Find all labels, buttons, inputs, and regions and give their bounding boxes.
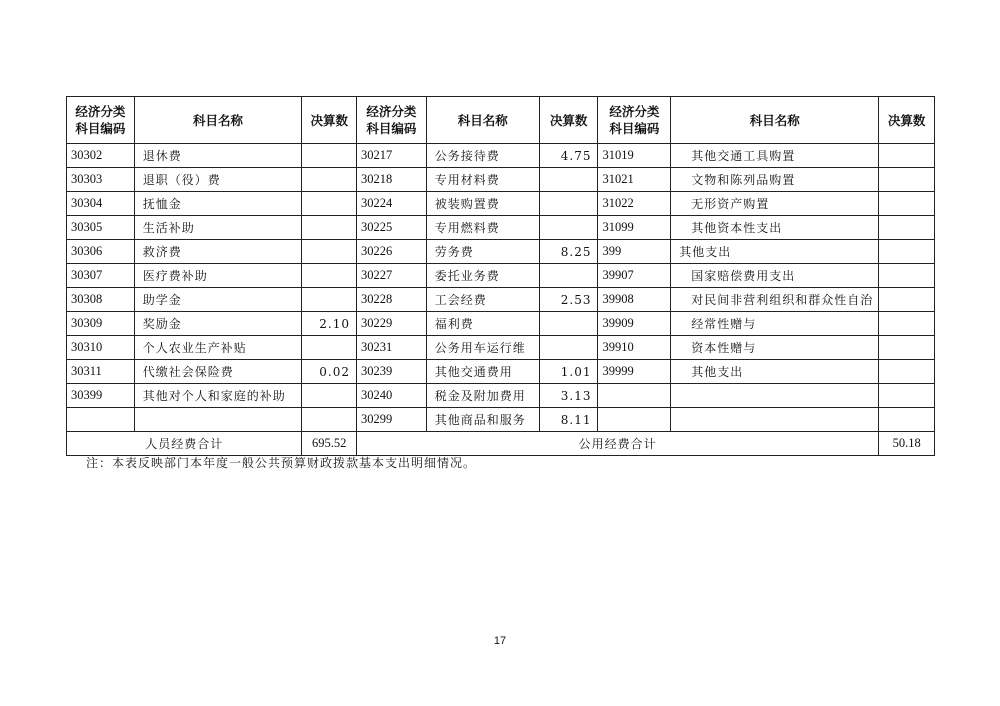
cell-amount	[879, 144, 935, 168]
cell-code: 30299	[356, 408, 426, 432]
cell-amount	[879, 360, 935, 384]
cell-name: 医疗费补助	[134, 264, 302, 288]
cell-amount	[302, 240, 357, 264]
personnel-total-value: 695.52	[302, 432, 357, 456]
cell-name: 文物和陈列品购置	[671, 168, 879, 192]
cell-code: 30399	[67, 384, 135, 408]
cell-name: 其他支出	[671, 240, 879, 264]
cell-code: 30218	[356, 168, 426, 192]
cell-amount	[539, 168, 598, 192]
cell-name: 奖励金	[134, 312, 302, 336]
cell-amount	[879, 408, 935, 432]
cell-code: 30227	[356, 264, 426, 288]
cell-amount	[302, 216, 357, 240]
cell-amount	[302, 336, 357, 360]
cell-code: 39907	[598, 264, 671, 288]
table-row	[67, 312, 935, 336]
cell-code: 39909	[598, 312, 671, 336]
cell-amount: 3.13	[539, 384, 598, 408]
cell-amount	[302, 408, 357, 432]
cell-amount	[302, 168, 357, 192]
cell-code: 30310	[67, 336, 135, 360]
cell-name: 其他对个人和家庭的补助	[134, 384, 302, 408]
cell-code: 39910	[598, 336, 671, 360]
cell-amount: 2.10	[302, 312, 357, 336]
header-amount-1: 决算数	[302, 97, 357, 144]
cell-amount: 1.01	[539, 360, 598, 384]
cell-code: 31022	[598, 192, 671, 216]
table-body	[67, 144, 935, 432]
cell-name: 国家赔偿费用支出	[671, 264, 879, 288]
cell-name: 委托业务费	[426, 264, 539, 288]
totals-row	[67, 432, 935, 456]
table-row	[67, 192, 935, 216]
cell-code	[598, 384, 671, 408]
cell-code	[67, 408, 135, 432]
header-code-2: 经济分类 科目编码	[356, 97, 426, 144]
cell-code: 399	[598, 240, 671, 264]
cell-name	[671, 408, 879, 432]
cell-amount	[879, 288, 935, 312]
cell-name	[671, 384, 879, 408]
cell-name	[134, 408, 302, 432]
cell-code: 30305	[67, 216, 135, 240]
header-code-1: 经济分类 科目编码	[67, 97, 135, 144]
personnel-total-label: 人员经费合计	[67, 432, 302, 456]
table-row	[67, 240, 935, 264]
table-row	[67, 168, 935, 192]
cell-amount	[302, 288, 357, 312]
table-totals	[67, 432, 935, 456]
cell-amount	[539, 336, 598, 360]
cell-code: 31099	[598, 216, 671, 240]
cell-name: 税金及附加费用	[426, 384, 539, 408]
table-row	[67, 216, 935, 240]
cell-name: 其他交通费用	[426, 360, 539, 384]
expenditure-detail-table	[66, 96, 935, 456]
cell-amount: 2.53	[539, 288, 598, 312]
table-header	[67, 97, 935, 144]
cell-amount	[302, 264, 357, 288]
header-name-1: 科目名称	[134, 97, 302, 144]
cell-code: 30308	[67, 288, 135, 312]
cell-code: 30306	[67, 240, 135, 264]
cell-name: 工会经费	[426, 288, 539, 312]
cell-amount	[879, 264, 935, 288]
cell-amount	[879, 384, 935, 408]
cell-name: 公务接待费	[426, 144, 539, 168]
page-number: 17	[493, 635, 507, 647]
cell-name: 其他支出	[671, 360, 879, 384]
cell-name: 被装购置费	[426, 192, 539, 216]
cell-amount: 0.02	[302, 360, 357, 384]
cell-name: 助学金	[134, 288, 302, 312]
cell-name: 对民间非营利组织和群众性自治	[671, 288, 879, 312]
cell-name: 福利费	[426, 312, 539, 336]
table-row	[67, 384, 935, 408]
cell-code: 30307	[67, 264, 135, 288]
cell-name: 个人农业生产补贴	[134, 336, 302, 360]
cell-name: 退休费	[134, 144, 302, 168]
cell-name: 退职（役）费	[134, 168, 302, 192]
cell-code: 31021	[598, 168, 671, 192]
cell-code: 30229	[356, 312, 426, 336]
cell-name: 专用燃料费	[426, 216, 539, 240]
cell-code: 30239	[356, 360, 426, 384]
cell-name: 抚恤金	[134, 192, 302, 216]
cell-code: 30226	[356, 240, 426, 264]
header-amount-3: 决算数	[879, 97, 935, 144]
cell-amount	[879, 192, 935, 216]
cell-name: 其他商品和服务	[426, 408, 539, 432]
cell-code: 30240	[356, 384, 426, 408]
cell-code: 39908	[598, 288, 671, 312]
cell-code: 30217	[356, 144, 426, 168]
cell-code: 30225	[356, 216, 426, 240]
cell-code: 30303	[67, 168, 135, 192]
cell-code: 30224	[356, 192, 426, 216]
cell-amount: 8.11	[539, 408, 598, 432]
cell-amount	[539, 264, 598, 288]
cell-amount	[302, 384, 357, 408]
header-code-3: 经济分类 科目编码	[598, 97, 671, 144]
cell-name: 公务用车运行维	[426, 336, 539, 360]
header-name-2: 科目名称	[426, 97, 539, 144]
cell-name: 其他交通工具购置	[671, 144, 879, 168]
table-row	[67, 336, 935, 360]
cell-amount	[879, 240, 935, 264]
cell-amount	[879, 312, 935, 336]
cell-code: 30228	[356, 288, 426, 312]
cell-name: 救济费	[134, 240, 302, 264]
cell-code: 30302	[67, 144, 135, 168]
table-row	[67, 144, 935, 168]
cell-name: 生活补助	[134, 216, 302, 240]
cell-name: 无形资产购置	[671, 192, 879, 216]
cell-code: 30231	[356, 336, 426, 360]
cell-name: 资本性赠与	[671, 336, 879, 360]
cell-code: 30311	[67, 360, 135, 384]
cell-amount	[539, 192, 598, 216]
cell-name: 劳务费	[426, 240, 539, 264]
cell-name: 代缴社会保险费	[134, 360, 302, 384]
table-footnote: 注：本表反映部门本年度一般公共预算财政拨款基本支出明细情况。	[86, 456, 477, 470]
public-total-value: 50.18	[879, 432, 935, 456]
cell-amount	[879, 168, 935, 192]
header-amount-2: 决算数	[539, 97, 598, 144]
cell-amount	[302, 144, 357, 168]
cell-code: 31019	[598, 144, 671, 168]
cell-code: 30309	[67, 312, 135, 336]
cell-amount: 8.25	[539, 240, 598, 264]
cell-code: 39999	[598, 360, 671, 384]
public-total-label: 公用经费合计	[356, 432, 878, 456]
cell-amount	[539, 312, 598, 336]
cell-amount: 4.75	[539, 144, 598, 168]
cell-name: 专用材料费	[426, 168, 539, 192]
cell-amount	[539, 216, 598, 240]
cell-code: 30304	[67, 192, 135, 216]
cell-name: 经常性赠与	[671, 312, 879, 336]
cell-code	[598, 408, 671, 432]
table-row	[67, 288, 935, 312]
table-row	[67, 408, 935, 432]
header-name-3: 科目名称	[671, 97, 879, 144]
table-row	[67, 360, 935, 384]
cell-amount	[302, 192, 357, 216]
table-row	[67, 264, 935, 288]
cell-name: 其他资本性支出	[671, 216, 879, 240]
cell-amount	[879, 336, 935, 360]
cell-amount	[879, 216, 935, 240]
